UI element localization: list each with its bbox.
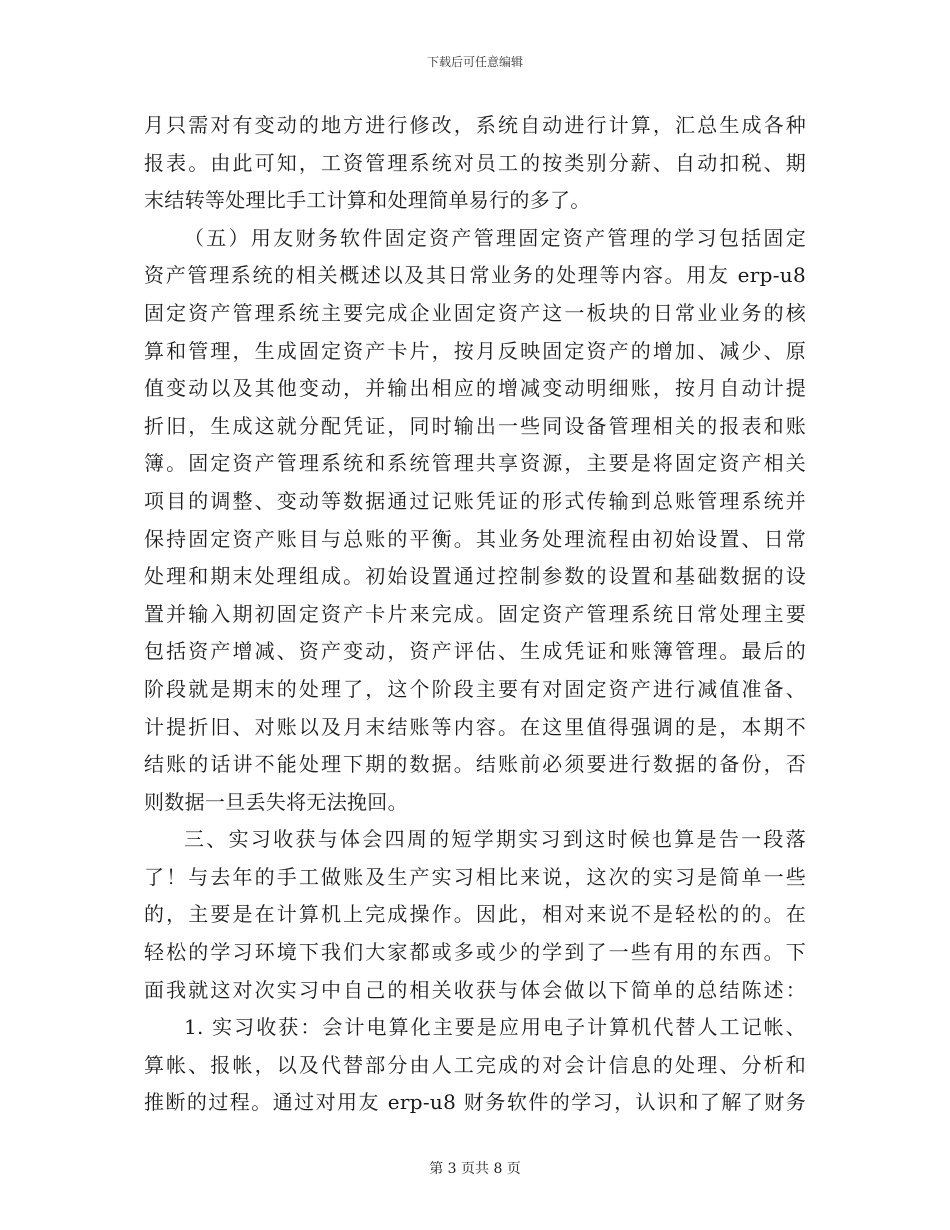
text-line: 则数据一旦丢失将无法挽回。 — [144, 789, 408, 814]
text-line: 置并输入期初固定资产卡片来完成。固定资产管理系统日常处理主要 — [144, 601, 806, 626]
text-line: 轻松的学习环境下我们大家都或多或少的学到了一些有用的东西。下 — [144, 940, 806, 965]
text-line: 阶段就是期末的处理了，这个阶段主要有对固定资产进行减值准备、 — [144, 676, 806, 701]
text-line: 折旧，生成这就分配凭证，同时输出一些同设备管理相关的报表和账 — [144, 413, 806, 438]
text-line: 的，主要是在计算机上完成操作。因此，相对来说不是轻松的的。在 — [144, 902, 806, 927]
page-footer: 第 3 页共 8 页 — [429, 1161, 521, 1177]
text-line: 报表。由此可知，工资管理系统对员工的按类别分薪、自动扣税、期 — [144, 150, 806, 175]
text-line: 算帐、报帐，以及代替部分由人工完成的对会计信息的处理、分析和 — [144, 1052, 806, 1077]
text-line: 值变动以及其他变动，并输出相应的增减变动明细账，按月自动计提 — [144, 376, 806, 401]
text-line: 固定资产管理系统主要完成企业固定资产这一板块的日常业业务的核 — [144, 300, 806, 325]
text-line: 计提折旧、对账以及月末结账等内容。在这里值得强调的是，本期不 — [144, 714, 806, 739]
text-line: 项目的调整、变动等数据通过记账凭证的形式传输到总账管理系统并 — [144, 488, 806, 513]
text-line: 包括资产增减、资产变动，资产评估、生成凭证和账簿管理。最后的 — [144, 639, 806, 664]
text-line: 了！与去年的手工做账及生产实习相比来说，这次的实习是简单一些 — [144, 864, 806, 889]
text-line: （五）用友财务软件固定资产管理固定资产管理的学习包括固定 — [184, 225, 806, 250]
text-line: 保持固定资产账目与总账的平衡。其业务处理流程由初始设置、日常 — [144, 526, 806, 551]
page-header: 下载后可任意编辑 — [426, 55, 523, 69]
text-line: 推断的过程。通过对用友 erp-u8 财务软件的学习，认识和了解了财务 — [144, 1090, 806, 1115]
text-line: 三、实习收获与体会四周的短学期实习到这时候也算是告一段落 — [184, 827, 806, 852]
text-line: 簿。固定资产管理系统和系统管理共享资源，主要是将固定资产相关 — [144, 451, 806, 476]
text-line: 1. 实习收获：会计电算化主要是应用电子计算机代替人工记帐、 — [184, 1015, 806, 1040]
text-line: 面我就这对次实习中自己的相关收获与体会做以下简单的总结陈述： — [144, 977, 806, 1002]
text-line: 末结转等处理比手工计算和处理简单易行的多了。 — [144, 188, 591, 213]
document-body — [144, 107, 806, 1122]
text-line: 资产管理系统的相关概述以及其日常业务的处理等内容。用友 erp-u8 — [144, 263, 806, 288]
text-line: 处理和期末处理组成。初始设置通过控制参数的设置和基础数据的设 — [144, 564, 806, 589]
text-line: 结账的话讲不能处理下期的数据。结账前必须要进行数据的备份，否 — [144, 752, 806, 777]
text-line: 月只需对有变动的地方进行修改，系统自动进行计算，汇总生成各种 — [144, 113, 806, 137]
text-line: 算和管理，生成固定资产卡片，按月反映固定资产的增加、减少、原 — [144, 338, 806, 363]
